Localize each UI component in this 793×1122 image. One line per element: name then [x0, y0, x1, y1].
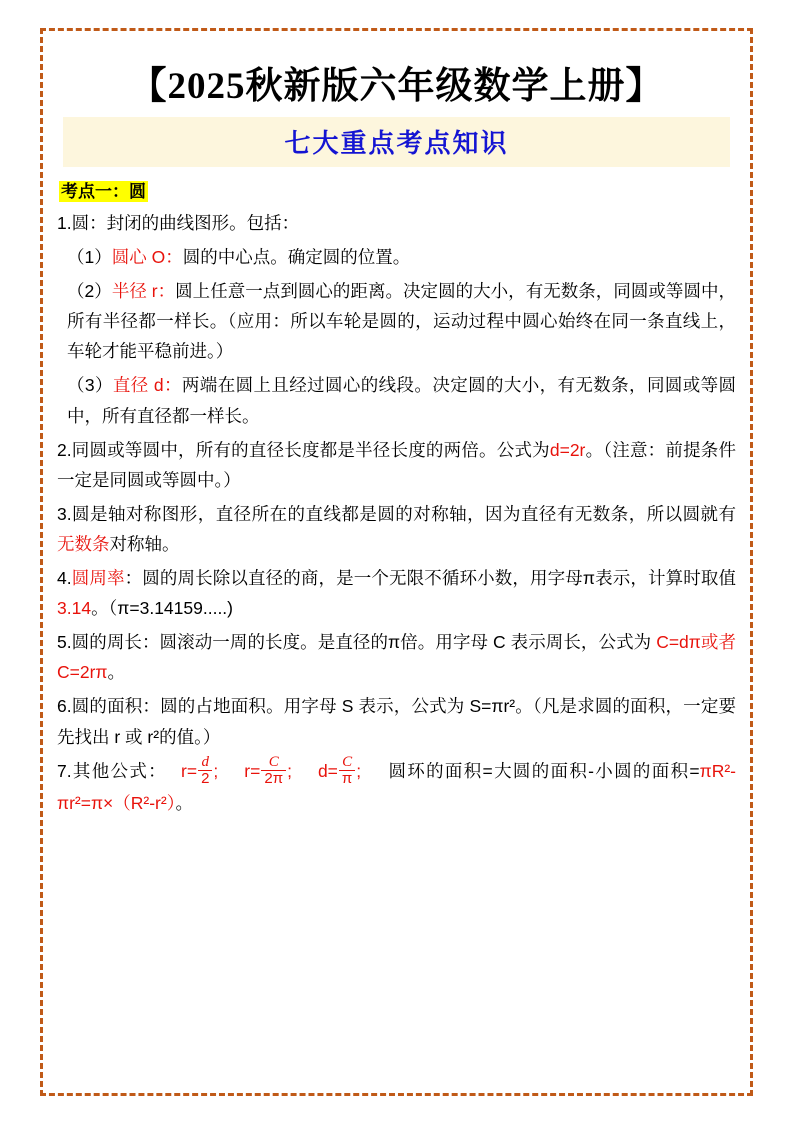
item-7-sep-3: ;	[356, 760, 362, 781]
item-7-formula-3-denominator: π	[341, 770, 353, 788]
item-7-formula-3-left: d=	[317, 760, 338, 781]
page-title: 【2025秋新版六年级数学上册】	[129, 66, 664, 107]
item-3-text-b: 对称轴。	[109, 533, 180, 554]
item-7	[57, 753, 736, 819]
item-3	[57, 499, 736, 559]
item-3-text-a: 3.圆是轴对称图形，直径所在的直线都是圆的对称轴，因为直径有无数条，所以圆就有	[57, 503, 736, 524]
item-1-sub-2	[57, 276, 736, 366]
item-7-formula-1-denominator: 2	[201, 770, 210, 788]
item-7-formula-3-numerator: C	[339, 755, 355, 772]
item-2	[57, 435, 736, 495]
item-7-sep-2: ;	[287, 760, 292, 781]
item-1-lead	[57, 208, 736, 238]
item-5	[57, 627, 736, 687]
item-2-text-b: 。（注意：前提条件一定是同圆或等圆中。）	[57, 439, 736, 490]
item-7-formula-1-left: r=	[181, 760, 198, 781]
item-7-tail-formula: πR²-πr²=π×（R²-r²）	[57, 760, 736, 814]
item-4-text-b: 。（π=3.14159.....)	[91, 598, 234, 619]
page-subtitle: 七大重点考点知识	[284, 129, 509, 158]
item-7-formula-2-denominator: 2π	[264, 770, 284, 788]
item-7-tail-a: 圆环的面积=大圆的面积-小圆的面积=	[387, 760, 700, 781]
item-4-value: 3.14	[57, 598, 92, 619]
item-5-formula: C=dπ或者 C=2rπ	[57, 632, 737, 683]
item-7-sep-1: ;	[213, 760, 219, 781]
item-4-text-a: ：圆的周长除以直径的商，是一个无限不循环小数，用字母π表示，计算时取值	[124, 568, 737, 589]
item-4-number: 4.	[57, 568, 72, 589]
item-1-sub-2-term: 半径 r：	[111, 281, 176, 302]
item-1-sub-1-term: 圆心 O：	[111, 247, 183, 268]
section-heading-label: 考点一：圆	[61, 182, 146, 201]
item-1-lead-text: 1.圆：封闭的曲线图形。包括：	[57, 213, 300, 233]
item-3-emphasis: 无数条	[57, 533, 110, 554]
item-7-tail-c: 。	[175, 793, 193, 814]
item-5-text-b: 。	[107, 662, 125, 683]
item-7-formula-3-fraction	[339, 755, 355, 788]
item-1-sub-3-term: 直径 d：	[112, 375, 182, 396]
item-2-formula: d=2r	[549, 439, 586, 460]
document-page	[40, 28, 753, 1096]
item-7-lead: 7.其他公式：	[57, 760, 168, 781]
item-6	[57, 691, 736, 751]
section-heading	[59, 177, 736, 202]
item-1-sub-3	[57, 370, 736, 430]
item-7-formula-2-numerator: C	[261, 755, 286, 772]
item-1-sub-1-prefix: （1）	[67, 247, 112, 268]
item-4	[57, 563, 736, 623]
item-7-formula-2-fraction	[261, 755, 286, 788]
item-1-sub-1-text: 圆的中心点。确定圆的位置。	[182, 247, 411, 268]
subtitle-band	[63, 117, 730, 167]
item-7-formula-2-left: r=	[244, 760, 261, 781]
item-1-sub-2-prefix: （2）	[67, 281, 112, 302]
item-1-sub-3-text: 两端在圆上且经过圆心的线段。决定圆的大小，有无数条，同圆或等圆中，所有直径都一样长。	[67, 375, 736, 426]
item-1-sub-3-prefix: （3）	[67, 375, 113, 396]
item-2-text-a: 2.同圆或等圆中，所有的直径长度都是半径长度的两倍。公式为	[57, 439, 550, 460]
item-5-text-a: 5.圆的周长：圆滚动一周的长度。是直径的π倍。用字母 C 表示周长，公式为	[57, 632, 657, 653]
item-4-term: 圆周率	[71, 568, 125, 589]
item-6-text: 6.圆的面积：圆的占地面积。用字母 S 表示，公式为 S=πr²。（凡是求圆的面积，一定要先找出 r 或 r²的值。）	[57, 696, 736, 747]
item-7-formula-1-fraction	[198, 755, 212, 788]
item-7-formula-1-numerator: d	[198, 755, 212, 772]
item-1-sub-1	[57, 242, 736, 272]
item-1-sub-2-text: 圆上任意一点到圆心的距离。决定圆的大小，有无数条，同圆或等圆中，所有半径都一样长。（应用：所以车轮是圆的，运动过程中圆心始终在同一条直线上，车轮才能平稳前进。）	[67, 281, 736, 362]
